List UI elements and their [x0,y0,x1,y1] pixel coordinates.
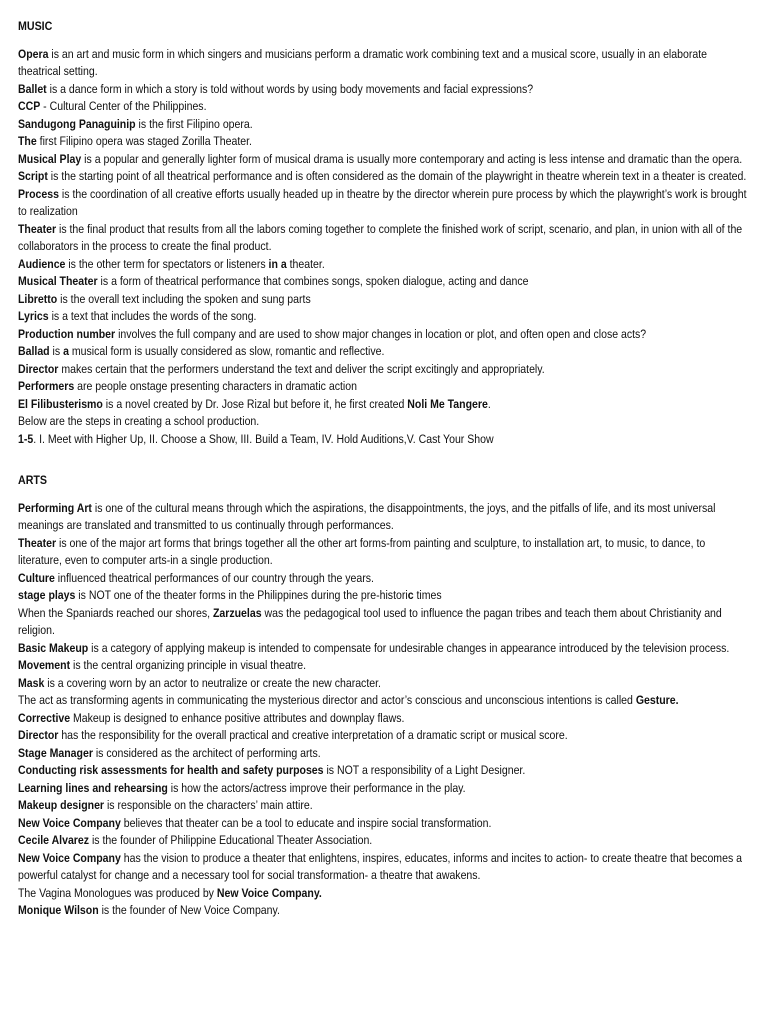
body-text: - Cultural Center of the Philippines. [40,99,207,113]
term-text: a [63,344,69,358]
music-entry [18,396,749,414]
body-text: Below are the steps in creating a school production. [18,414,260,428]
term-text: Libretto [18,291,58,306]
arts-entries [18,500,754,920]
term-text: Movement [18,658,71,672]
term-text: stage plays [18,588,76,602]
term-text: 1-5 [18,431,34,446]
term-text: Noli Me Tangere [407,396,488,411]
arts-heading: ARTS [18,473,48,487]
music-entry [18,361,749,379]
term-text: c [407,588,414,602]
arts-entry [18,850,749,885]
term-text: El Filibusterismo [18,396,103,411]
arts-entry [18,657,749,675]
body-text: is a dance form in which a story is told without words by using body movements and facial expressions? [46,81,534,96]
arts-entry [18,780,749,798]
music-entry [18,308,749,326]
term-text: Monique Wilson [18,903,99,917]
body-text: is NOT one of the theater forms in the Philippines during the pre-histori [75,588,408,602]
body-text: makes certain that the performers understand the text and deliver the script excitingly and appropriately. [58,361,545,376]
music-entry [18,343,749,361]
body-text: are people onstage presenting characters in dramatic action [74,379,357,393]
term-text: Makeup designer [18,798,105,812]
arts-entry [18,797,749,815]
body-text: is [49,344,64,358]
music-entry [18,151,749,169]
arts-entry [18,587,749,605]
music-entry [18,431,749,449]
body-text: first Filipino opera was staged Zorilla Theater. [36,134,252,148]
arts-entry [18,500,749,535]
body-text: is one of the cultural means through which the aspirations, the disappointments, the joys, and the pitfalls of life, and its most universal meanings are translated and transmitted to us continually through performances. [18,500,716,532]
term-text: Musical Play [18,151,82,166]
term-text: Zarzuelas [212,605,262,620]
arts-entry [18,762,749,780]
body-text: theater. [286,256,325,271]
music-entry [18,98,749,116]
body-text: is a category of applying makeup is intended to compensate for undesirable changes in appearance introduced by the television process. [88,640,730,655]
term-text: Performing Art [18,500,92,515]
body-text: is a popular and generally lighter form of musical drama is usually more contemporary and acting is less intense and dramatic than the opera. [81,151,743,166]
body-text: influenced theatrical performances of our country through the years. [54,570,374,585]
body-text: believes that theater can be a tool to educate and inspire social transformation. [120,815,492,830]
term-text: Lyrics [18,309,49,323]
body-text: is considered as the architect of performing arts. [92,745,321,760]
music-entry [18,413,749,431]
body-text: is the founder of Philippine Educational Theater Association. [89,833,373,847]
body-text: . [487,396,491,411]
body-text: times [413,588,442,602]
term-text: Mask [18,675,45,690]
term-text: Director [18,728,59,742]
arts-entry [18,675,749,693]
term-text: New Voice Company. [216,885,322,900]
arts-entry [18,640,749,658]
arts-entry [18,692,749,710]
term-text: Director [18,361,59,376]
music-entry [18,378,749,396]
music-entry [18,326,749,344]
body-text: has the vision to produce a theater that enlightens, inspires, educates, informs and incites to action- to create theatre that becomes a powerful catalyst for change and a necessary tool for social transformation- a theatre that awakens. [18,850,743,882]
body-text: is a form of theatrical performance that combines songs, spoken dialogue, acting and dance [97,274,529,288]
term-text: Script [18,169,48,183]
term-text: Culture [18,570,55,585]
body-text: is the founder of New Voice Company. [98,903,280,917]
term-text: Theater [18,535,57,550]
term-text: Ballet [18,81,47,96]
music-entry [18,46,749,81]
music-entry [18,133,749,151]
music-entry [18,116,749,134]
term-text: New Voice Company [18,815,121,830]
body-text: is the starting point of all theatrical performance and is often considered as the domain of the playwright in theatre wherein text in a theater is created. [47,169,747,183]
body-text: is a covering worn by an actor to neutralize or create the new character. [44,675,381,690]
body-text: is the final product that results from all the labors coming together to complete the finished work of script, scenario, and plan, in union with all of the collaborators in the process to create the final product. [18,221,743,253]
music-entry [18,273,749,291]
term-text: Production number [18,326,116,341]
body-text: is NOT a responsibility of a Light Designer. [323,763,526,777]
body-text: The act as transforming agents in communicating the mysterious director and actor’s conscious and unconscious intentions is called [18,693,636,707]
body-text: is an art and music form in which singers and musicians perform a dramatic work combining text and a musical score, usually in an elaborate theatrical setting. [18,46,707,78]
arts-entry [18,902,749,920]
music-entry [18,186,749,221]
body-text: was the pedagogical tool used to influence the pagan tribes and teach them about Christianity and religion. [18,605,722,637]
music-heading: MUSIC [18,19,53,33]
term-text: Conducting risk assessments for health and safety purposes [18,763,324,777]
body-text: is the central organizing principle in visual theatre. [70,658,307,672]
term-text: Process [18,186,59,201]
term-text: Basic Makeup [18,640,89,655]
term-text: Learning lines and rehearsing [18,780,168,795]
body-text: is the other term for spectators or listeners [65,256,269,271]
term-text: Sandugong Panaguinip [18,116,136,131]
body-text: is a novel created by Dr. Jose Rizal but before it, he first created [102,396,408,411]
body-text: is the overall text including the spoken and sung parts [57,291,311,306]
term-text: Gesture. [635,693,679,707]
arts-entry [18,832,749,850]
term-text: Cecile Alvarez [18,833,90,847]
body-text: is how the actors/actress improve their performance in the play. [167,780,466,795]
music-entry [18,256,749,274]
term-text: New Voice Company [18,850,121,865]
arts-entry [18,570,749,588]
body-text: is one of the major art forms that brings together all the other art forms-from painting and sculpture, to installation art, to music, to dance, to literature, even to computer arts-in a single production. [18,535,706,567]
body-text: musical form is usually considered as slow, romantic and reflective. [68,344,385,358]
music-entry [18,81,749,99]
arts-entry [18,815,749,833]
body-text: has the responsibility for the overall practical and creative interpretation of a dramatic script or musical score. [58,728,568,742]
arts-entry [18,745,749,763]
body-text: is responsible on the characters’ main attire. [104,798,313,812]
body-text: involves the full company and are used to show major changes in location or plot, and often open and close acts? [115,326,647,341]
term-text: Performers [18,379,75,393]
term-text: Opera [18,46,49,61]
body-text: The Vagina Monologues was produced by [18,885,217,900]
music-entries [18,46,754,449]
term-text: CCP [18,99,41,113]
music-entry [18,221,749,256]
term-text: The [18,134,37,148]
term-text: Audience [18,256,66,271]
body-text: When the Spaniards reached our shores, [18,605,213,620]
body-text: is the first Filipino opera. [135,116,253,131]
body-text: is a text that includes the words of the song. [48,309,257,323]
term-text: Corrective [18,710,71,725]
arts-entry [18,710,749,728]
body-text: Makeup is designed to enhance positive attributes and downplay flaws. [70,710,405,725]
term-text: Ballad [18,344,50,358]
music-entry [18,168,749,186]
term-text: Stage Manager [18,745,93,760]
arts-entry [18,885,749,903]
body-text: is the coordination of all creative efforts usually headed up in theatre by the director wherein pure process by which the playwright’s work is brought to realization [18,186,747,218]
term-text: Musical Theater [18,274,98,288]
arts-entry [18,727,749,745]
body-text: . I. Meet with Higher Up, II. Choose a Show, III. Build a Team, IV. Hold Auditions,V. Cast Your Show [33,431,494,446]
term-text: in a [268,256,287,271]
arts-entry [18,535,749,570]
arts-entry [18,605,749,640]
term-text: Theater [18,221,57,236]
music-entry [18,291,749,309]
